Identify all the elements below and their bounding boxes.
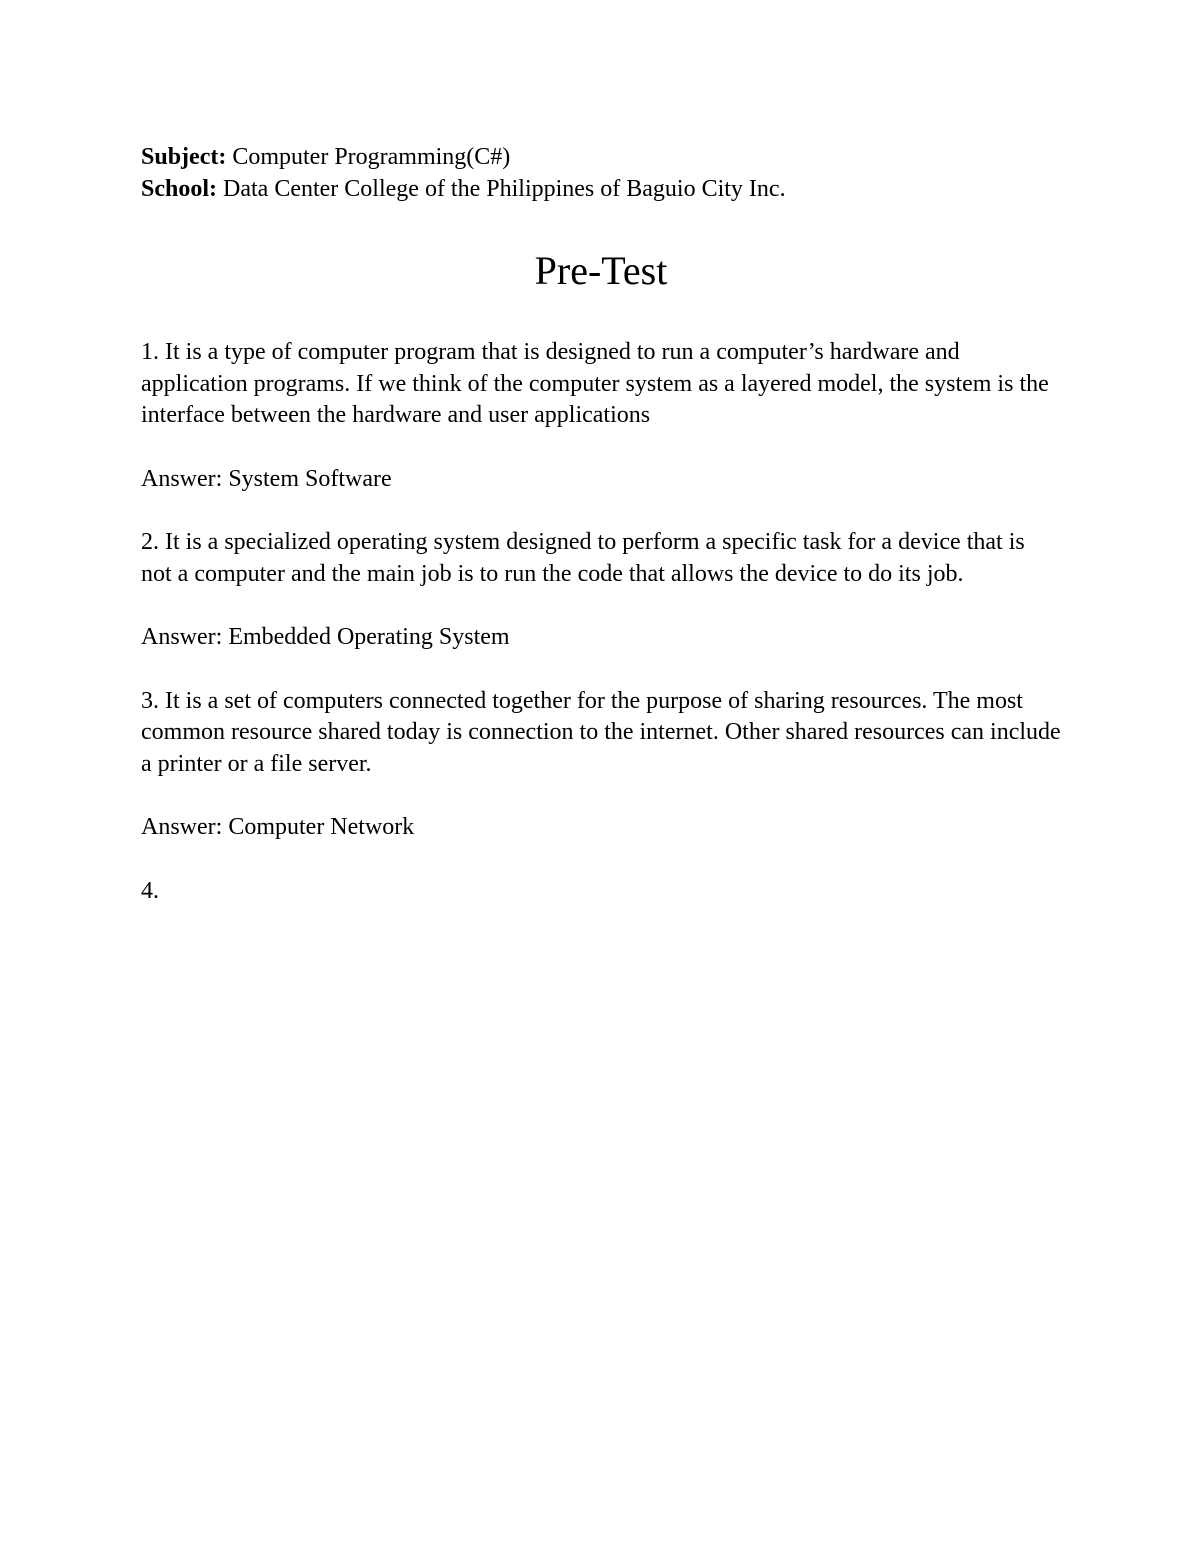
question-3: 3. It is a set of computers connected together for the purpose of sharing resources. The most common resource shared today is connection to the internet. Other shared resources can include a printer or a file server.: [141, 687, 1061, 777]
answer-3: Answer: Computer Network: [141, 814, 415, 840]
school-label: School:: [141, 176, 218, 202]
question-1: 1. It is a type of computer program that is designed to run a computer’s hardware and application programs. If we think of the computer system as a layered model, the system is the interface between the hardware and user applications: [141, 339, 1049, 428]
school-value: Data Center College of the Philippines of Baguio City Inc.: [217, 176, 786, 202]
subject-line: [141, 141, 1061, 173]
school-line: [141, 173, 1061, 205]
page-title: Pre-Test: [534, 248, 668, 293]
question-2: 2. It is a specialized operating system designed to perform a specific task for a device that is not a computer and the main job is to run the code that allows the device to do its job.: [141, 529, 1025, 587]
subject-value: Computer Programming(C#): [226, 144, 511, 170]
subject-label: Subject:: [141, 144, 227, 170]
answer-2: Answer: Embedded Operating System: [141, 624, 510, 650]
document-content: [141, 141, 1061, 939]
answer-1: Answer: System Software: [141, 465, 392, 492]
question-4: 4.: [141, 877, 159, 904]
